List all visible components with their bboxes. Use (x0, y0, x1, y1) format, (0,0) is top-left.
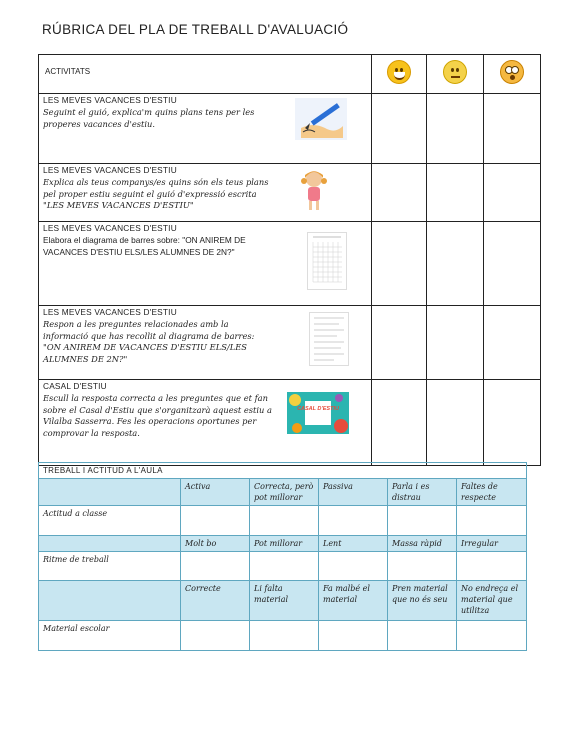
rating-cell[interactable] (388, 552, 457, 581)
rating-cell[interactable] (427, 164, 484, 222)
rating-cell[interactable] (427, 222, 484, 306)
emoji-column-neutral (427, 55, 484, 94)
pen-writing-icon (295, 98, 347, 140)
criteria-row (39, 506, 527, 536)
rating-cell[interactable] (181, 621, 250, 651)
girl-speaking-icon (301, 168, 327, 212)
activity-description: Elabora el diagrama de barres sobre: "ON ANIREM DE VACANCES D'ESTIU ELS/LES ALUMNES DE 2N?" (43, 234, 246, 257)
activity-cell (39, 164, 372, 222)
neutral-face-icon (443, 60, 467, 84)
rubric-table (38, 54, 541, 466)
criteria-label: Actitud a classe (39, 506, 181, 536)
rating-cell[interactable] (319, 552, 388, 581)
option-label: Faltes de respecte (457, 479, 527, 506)
smiling-face-icon (387, 60, 411, 84)
activity-cell (39, 380, 372, 466)
activity-description: Seguint el guió, explica'm quins plans tens per les properes vacances d'estiu. (43, 106, 255, 129)
option-label: Parla i es distrau (388, 479, 457, 506)
rating-cell[interactable] (484, 222, 541, 306)
casal-poster-icon (287, 392, 349, 434)
casal-poster-text: CASAL D'ESTIU (297, 406, 339, 412)
page-title: RÚBRICA DEL PLA DE TREBALL D'AVALUACIÓ (42, 22, 349, 37)
work-title: TREBALL I ACTITUD A L'AULA (39, 463, 527, 479)
option-label: Fa malbé el material (319, 581, 388, 621)
empty-header-cell (39, 479, 181, 506)
criteria-label: Ritme de treball (39, 552, 181, 581)
rating-cell[interactable] (427, 94, 484, 164)
empty-header-cell (39, 536, 181, 552)
rubric-row (39, 164, 541, 222)
astonished-face-icon (500, 60, 524, 84)
activity-label: LES MEVES VACANCES D'ESTIU (43, 223, 177, 233)
rating-cell[interactable] (250, 506, 319, 536)
rating-cell[interactable] (372, 164, 427, 222)
question-sheet-icon (309, 312, 349, 366)
rating-cell[interactable] (319, 506, 388, 536)
rating-cell[interactable] (427, 380, 484, 466)
activity-cell (39, 222, 372, 306)
rating-cell[interactable] (457, 552, 527, 581)
empty-header-cell (39, 581, 181, 621)
options-row (39, 536, 527, 552)
rating-cell[interactable] (319, 621, 388, 651)
rubric-row (39, 222, 541, 306)
option-label: Pot millorar (250, 536, 319, 552)
rating-cell[interactable] (181, 506, 250, 536)
rubric-row (39, 380, 541, 466)
rating-cell[interactable] (484, 306, 541, 380)
option-label: Activa (181, 479, 250, 506)
option-label: Correcte (181, 581, 250, 621)
rating-cell[interactable] (250, 552, 319, 581)
rating-cell[interactable] (427, 306, 484, 380)
option-label: Li falta material (250, 581, 319, 621)
option-label: Pren material que no és seu (388, 581, 457, 621)
option-label: Molt bo (181, 536, 250, 552)
option-label: Passiva (319, 479, 388, 506)
criteria-row (39, 621, 527, 651)
rating-cell[interactable] (484, 94, 541, 164)
rating-cell[interactable] (457, 506, 527, 536)
activity-description: Explica als teus companys/es quins són els teus plans pel proper estiu seguint el guió d'expressió escrita "LES MEVES VACANCES D'ESTIU" (43, 176, 269, 211)
activity-label: LES MEVES VACANCES D'ESTIU (43, 95, 177, 105)
emoji-column-wow (484, 55, 541, 94)
rating-cell[interactable] (388, 506, 457, 536)
rating-cell[interactable] (372, 222, 427, 306)
activity-description: Respon a les preguntes relacionades amb la informació que has recollit al diagrama de barres: "ON ANIREM DE VACANCES D'ESTIU ELS/LES ALUMNES DE 2N?" (43, 318, 255, 365)
activity-label: CASAL D'ESTIU (43, 381, 107, 391)
rubric-row (39, 94, 541, 164)
activity-cell (39, 94, 372, 164)
rating-cell[interactable] (457, 621, 527, 651)
rating-cell[interactable] (484, 164, 541, 222)
rating-cell[interactable] (388, 621, 457, 651)
activity-label: LES MEVES VACANCES D'ESTIU (43, 165, 177, 175)
rubric-header-row (39, 55, 541, 94)
rating-cell[interactable] (372, 306, 427, 380)
rating-cell[interactable] (250, 621, 319, 651)
criteria-label: Material escolar (39, 621, 181, 651)
activity-label: LES MEVES VACANCES D'ESTIU (43, 307, 177, 317)
rubric-row (39, 306, 541, 380)
options-row (39, 479, 527, 506)
emoji-column-happy (372, 55, 427, 94)
option-label: Correcta, però pot millorar (250, 479, 319, 506)
activities-header: ACTIVITATS (39, 55, 372, 94)
rating-cell[interactable] (484, 380, 541, 466)
options-row (39, 581, 527, 621)
bar-chart-sheet-icon (307, 232, 347, 290)
activity-cell (39, 306, 372, 380)
work-attitude-table (38, 462, 527, 651)
option-label: Lent (319, 536, 388, 552)
criteria-row (39, 552, 527, 581)
option-label: Irregular (457, 536, 527, 552)
rating-cell[interactable] (181, 552, 250, 581)
rating-cell[interactable] (372, 94, 427, 164)
option-label: Massa ràpid (388, 536, 457, 552)
activity-description: Escull la resposta correcta a les preguntes que et fan sobre el Casal d'Estiu que s'organitzarà aquest estiu a Vilalba Sasserra. Fes les operacions oportunes per comprovar la resposta. (43, 392, 272, 439)
option-label: No endreça el material que utilitza (457, 581, 527, 621)
rating-cell[interactable] (372, 380, 427, 466)
